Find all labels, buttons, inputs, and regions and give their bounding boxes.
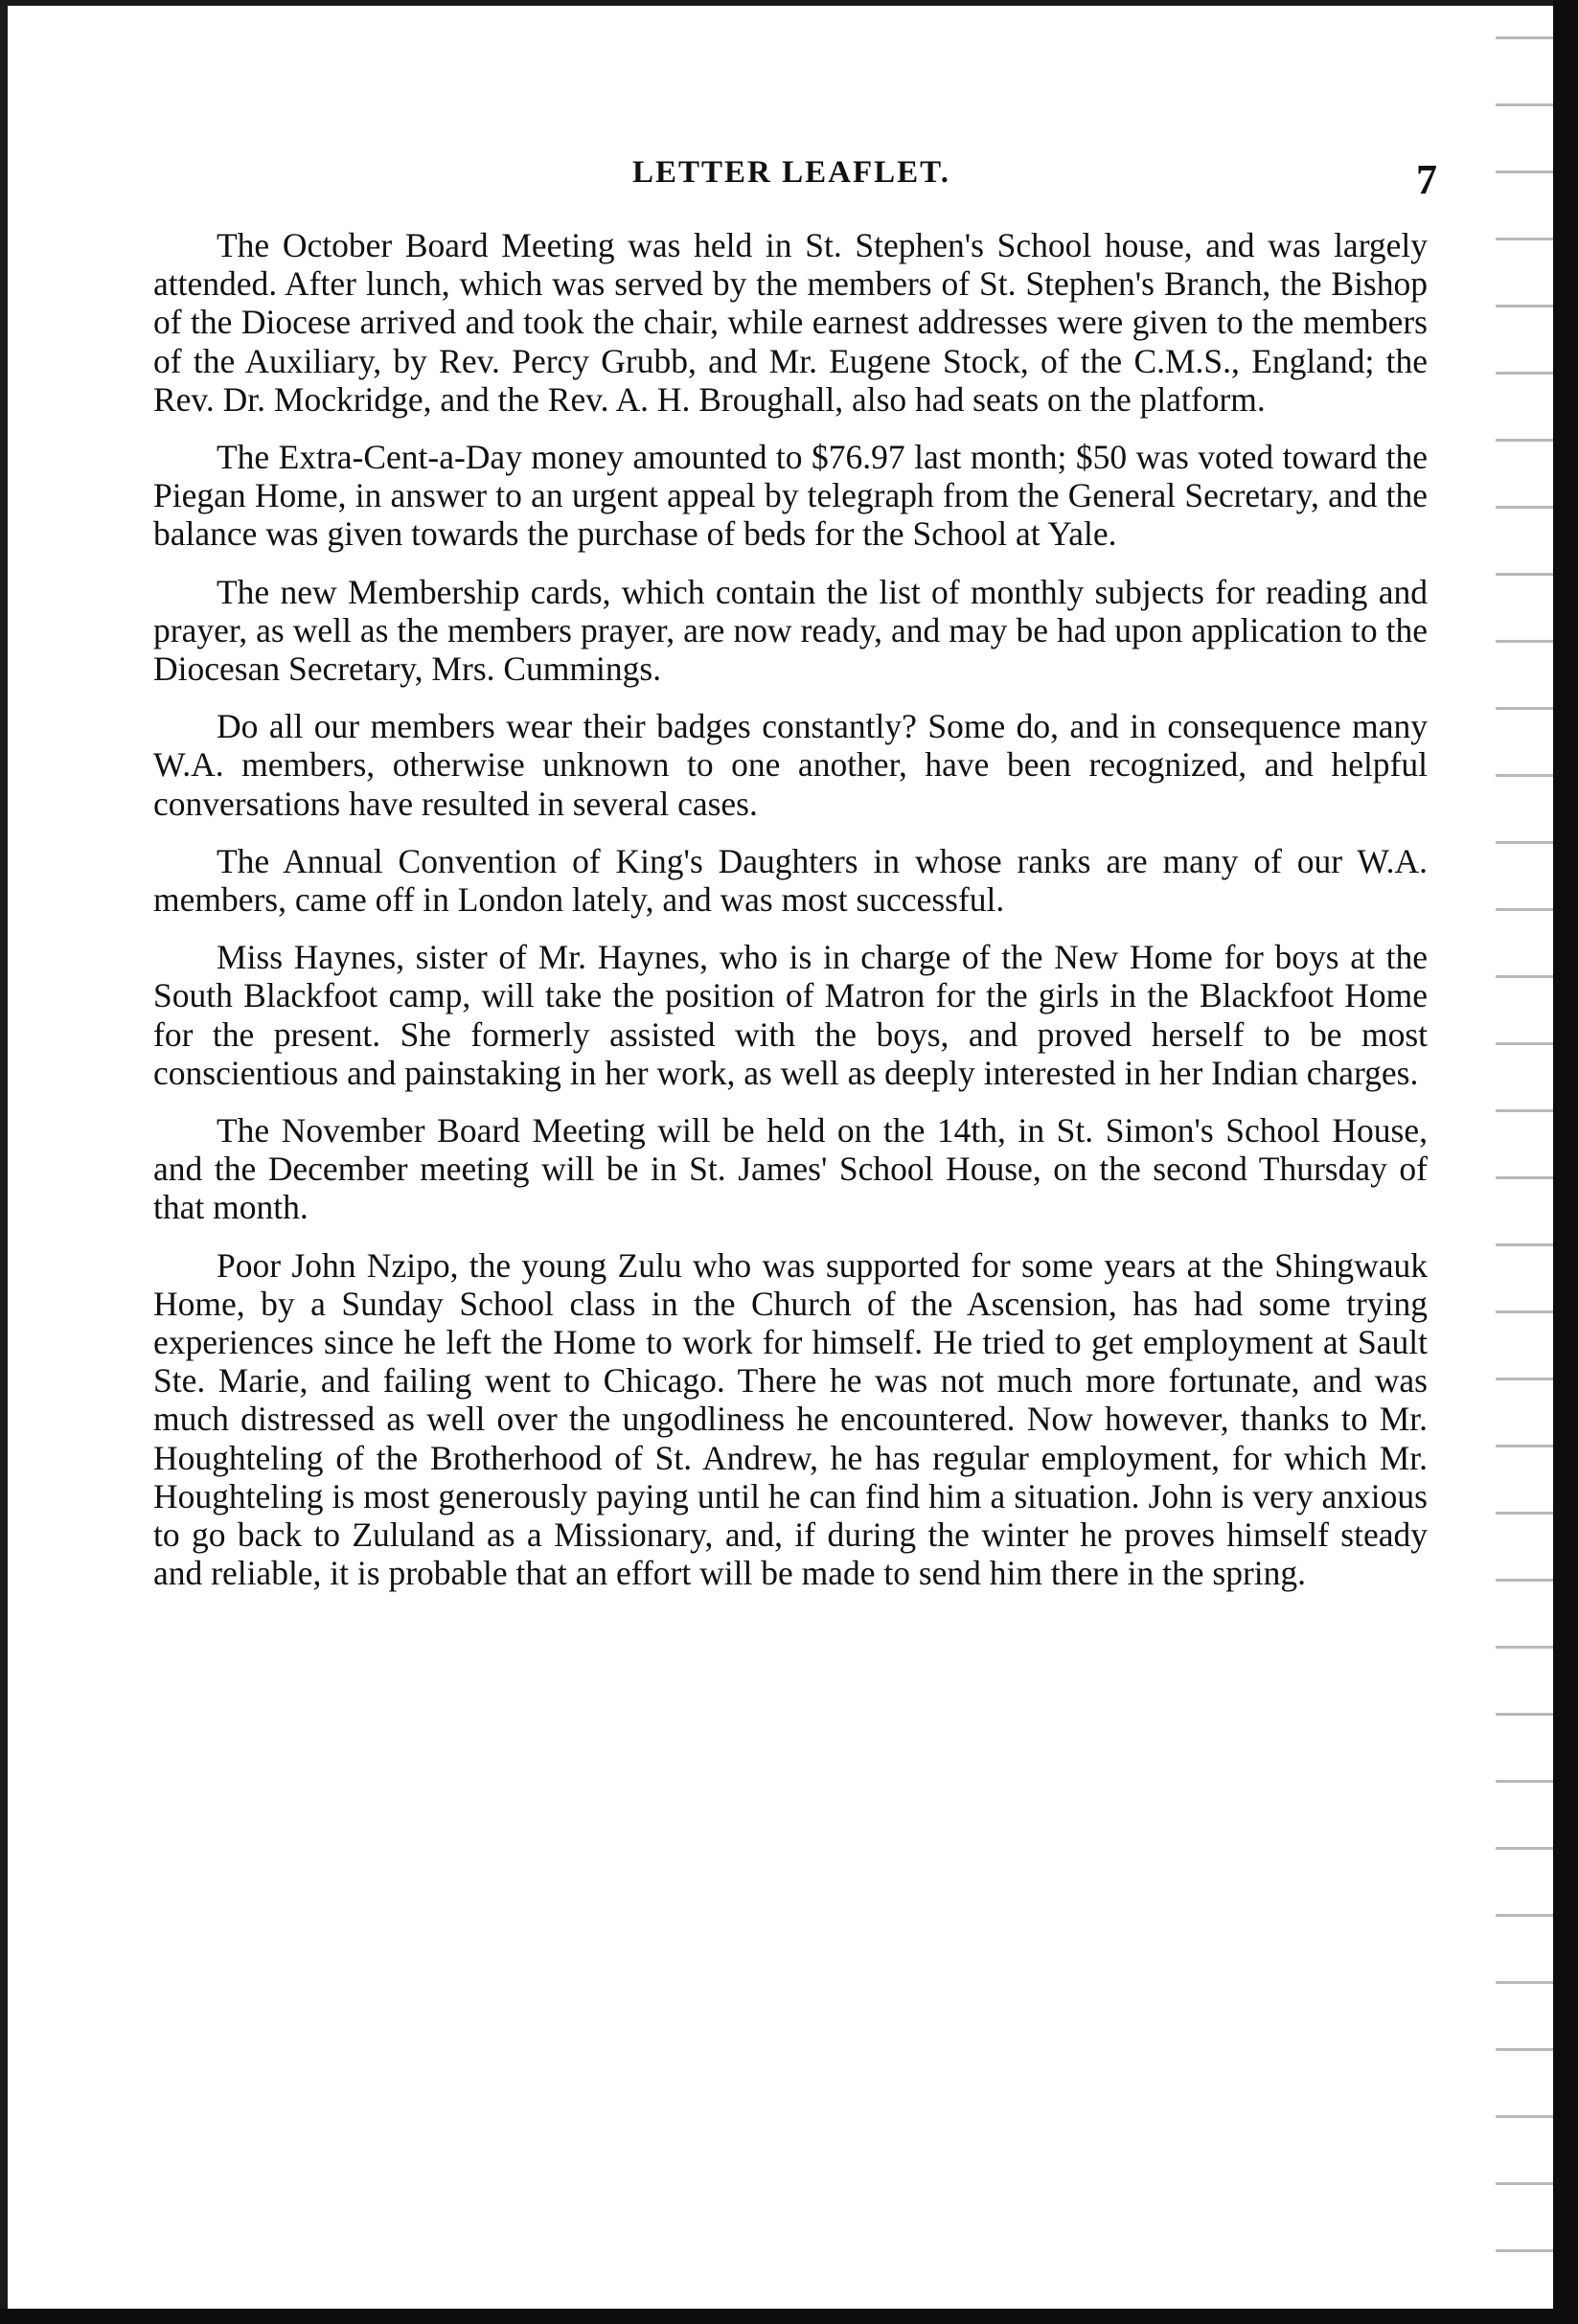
paragraph-miss-haynes: Miss Haynes, sister of Mr. Haynes, who is in charge of the New Home for boys at the South Blackfoot camp, will take the position of Matron for the girls in the Blackfoot Home for the present. She formerly assisted with the boys, and proved herself to be most conscientious and painstaking in her work, as well as deeply interested in her Indian charges. bbox=[153, 938, 1428, 1092]
paragraph-kings-daughters: The Annual Convention of King's Daughters in whose ranks are many of our W.A. members, came off in London lately, and was most successful. bbox=[153, 841, 1428, 920]
scan-edge-right bbox=[1553, 0, 1578, 2324]
scan-edge-bottom bbox=[0, 2309, 1578, 2324]
paragraph-badges: Do all our members wear their badges constantly? Some do, and in consequence many W.A. members, otherwise unknown to one another, have been recognized, and helpful conversations have resulted in several cases. bbox=[153, 707, 1428, 823]
page-number: 7 bbox=[1416, 156, 1437, 203]
paragraph-membership-cards: The new Membership cards, which contain the list of monthly subjects for reading and prayer, as well as the members prayer, are now ready, and may be had upon application to the Diocesan Secretary, Mrs. Cummings. bbox=[153, 572, 1428, 689]
article-body bbox=[153, 226, 1428, 1612]
scan-edge-top bbox=[0, 0, 1578, 6]
page-header bbox=[211, 155, 1437, 213]
scan-edge-left bbox=[0, 0, 8, 2324]
paragraph-october-board-meeting: The October Board Meeting was held in St. Stephen's School house, and was largely attended. After lunch, which was served by the members of St. Stephen's Branch, the Bishop of the Diocese arrived and took the chair, while earnest addresses were given to the members of the Auxiliary, by Rev. Percy Grubb, and Mr. Eugene Stock, of the C.M.S., England; the Rev. Dr. Mockridge, and the Rev. A. H. Broughall, also had seats on the platform. bbox=[153, 226, 1428, 419]
paragraph-november-meeting: The November Board Meeting will be held on the 14th, in St. Simon's School House, and the December meeting will be in St. James' School House, on the second Thursday of that month. bbox=[153, 1111, 1428, 1227]
paragraph-extra-cent-a-day: The Extra-Cent-a-Day money amounted to $76.97 last month; $50 was voted toward the Piegan Home, in answer to an urgent appeal by telegraph from the General Secretary, and the balance was given towards the purchase of beds for the School at Yale. bbox=[153, 438, 1428, 554]
margin-noise bbox=[1496, 0, 1553, 2309]
running-head: LETTER LEAFLET. bbox=[632, 155, 950, 190]
paragraph-john-nzipo: Poor John Nzipo, the young Zulu who was supported for some years at the Shingwauk Home, by a Sunday School class in the Church of the Ascension, has had some trying experiences since he left the Home to work for himself. He tried to get employment at Sault Ste. Marie, and failing went to Chicago. There he was not much more fortunate, and was much distressed as well over the ungodliness he encountered. Now however, thanks to Mr. Houghteling of the Brotherhood of St. Andrew, he has regular employment, for which Mr. Houghteling is most generously paying until he can find him a situation. John is very anxious to go back to Zululand as a Missionary, and, if during the winter he proves himself steady and reliable, it is probable that an effort will be made to send him there in the spring. bbox=[153, 1245, 1428, 1593]
